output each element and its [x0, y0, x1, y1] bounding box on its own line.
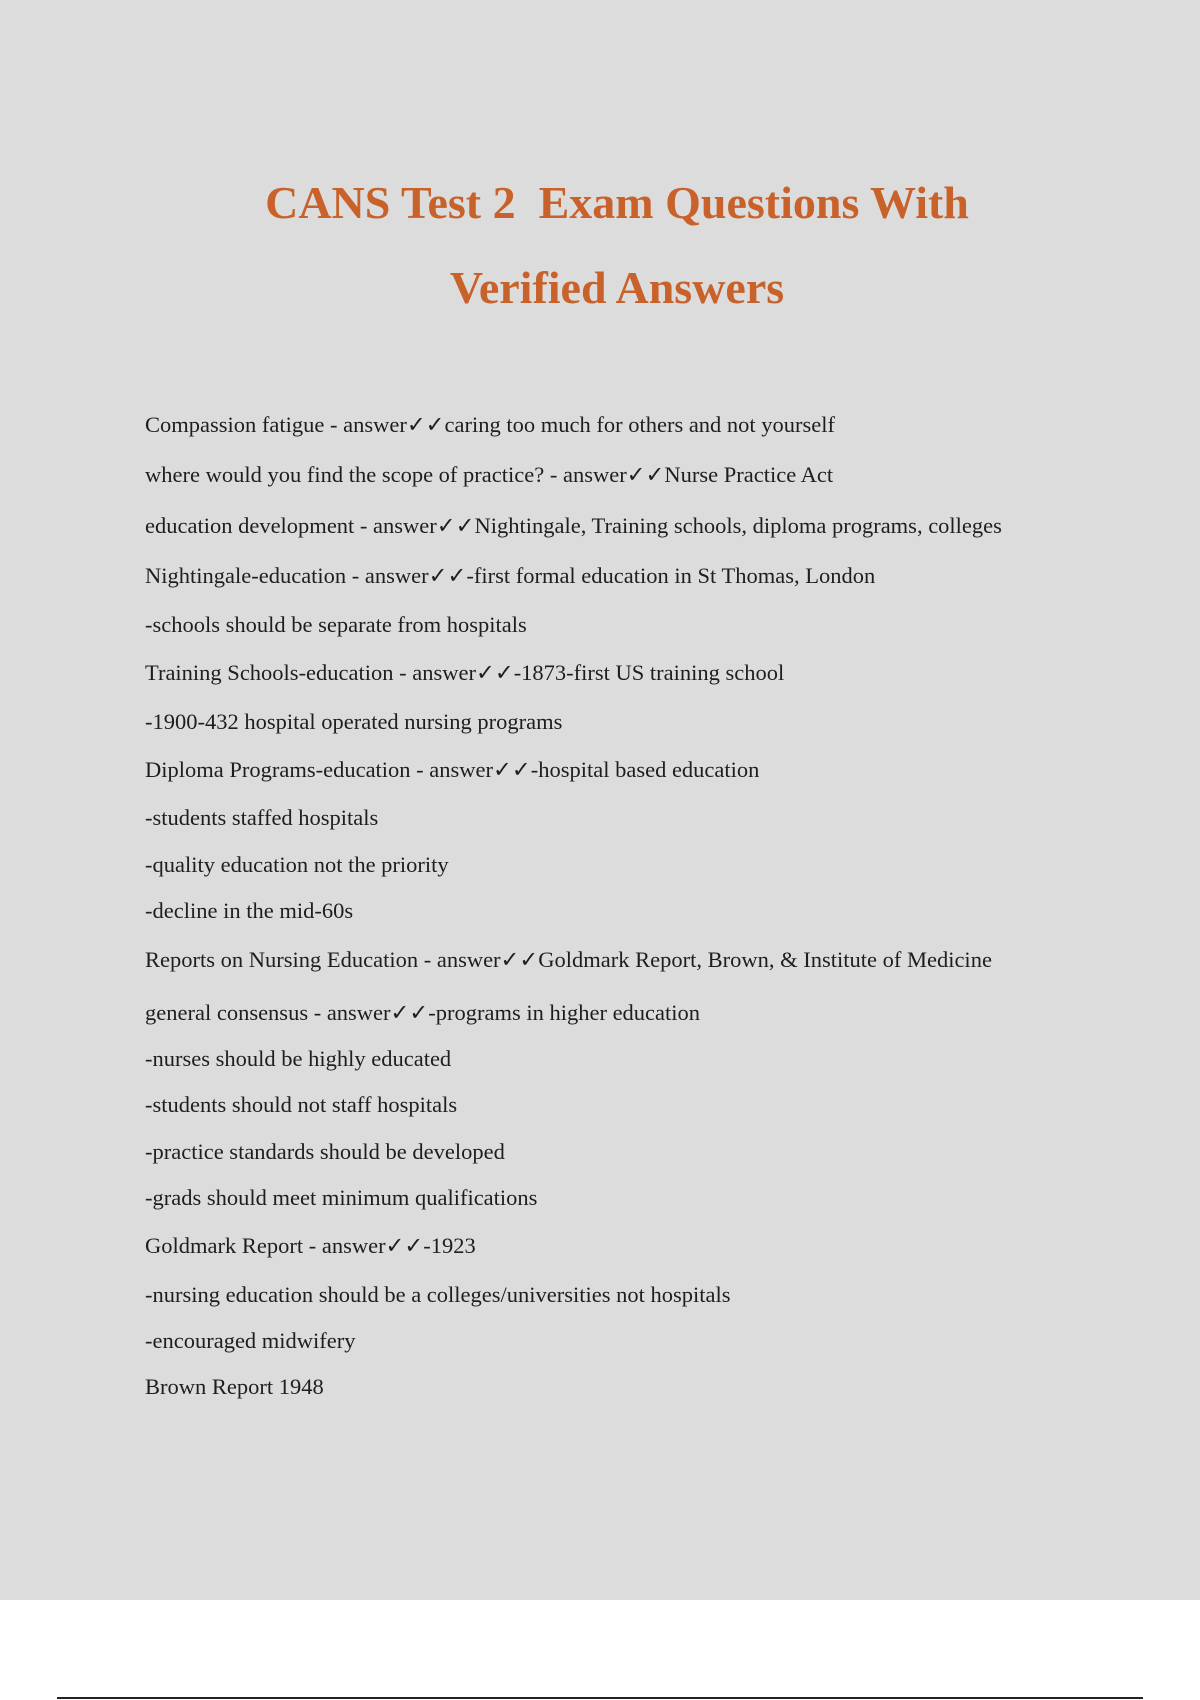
qa-line: Compassion fatigue - answer✓✓caring too much for others and not yourself [145, 412, 836, 437]
qa-line: education development - answer✓✓Nightingale, Training schools, diploma programs, colleges [145, 513, 1002, 538]
qa-line: -students should not staff hospitals [145, 1092, 458, 1117]
qa-line: -nursing education should be a colleges/universities not hospitals [145, 1282, 731, 1307]
title-line-1: CANS Test 2 Exam Questions With [265, 177, 969, 228]
qa-line: -decline in the mid-60s [145, 898, 354, 923]
qa-line: -encouraged midwifery [145, 1328, 356, 1353]
qa-line: Diploma Programs-education - answer✓✓-hospital based education [145, 757, 760, 782]
qa-line: Brown Report 1948 [145, 1374, 324, 1399]
qa-line: -practice standards should be developed [145, 1139, 505, 1164]
footer-rule [57, 1697, 1143, 1699]
qa-line: Nightingale-education - answer✓✓-first formal education in St Thomas, London [145, 563, 876, 588]
qa-line: -nurses should be highly educated [145, 1046, 452, 1071]
qa-line: Training Schools-education - answer✓✓-1873-first US training school [145, 660, 785, 685]
qa-line: -quality education not the priority [145, 852, 449, 877]
qa-line: where would you find the scope of practice? - answer✓✓Nurse Practice Act [145, 462, 834, 487]
qa-line: -grads should meet minimum qualifications [145, 1185, 538, 1210]
qa-line: -schools should be separate from hospitals [145, 612, 527, 637]
qa-line: Reports on Nursing Education - answer✓✓Goldmark Report, Brown, & Institute of Medicine [145, 947, 992, 972]
qa-line: -1900-432 hospital operated nursing programs [145, 709, 563, 734]
qa-line: general consensus - answer✓✓-programs in higher education [145, 1000, 701, 1025]
document-title [0, 160, 1200, 330]
qa-line: Goldmark Report - answer✓✓-1923 [145, 1233, 476, 1258]
title-line-2: Verified Answers [449, 262, 785, 313]
qa-line: -students staffed hospitals [145, 805, 379, 830]
